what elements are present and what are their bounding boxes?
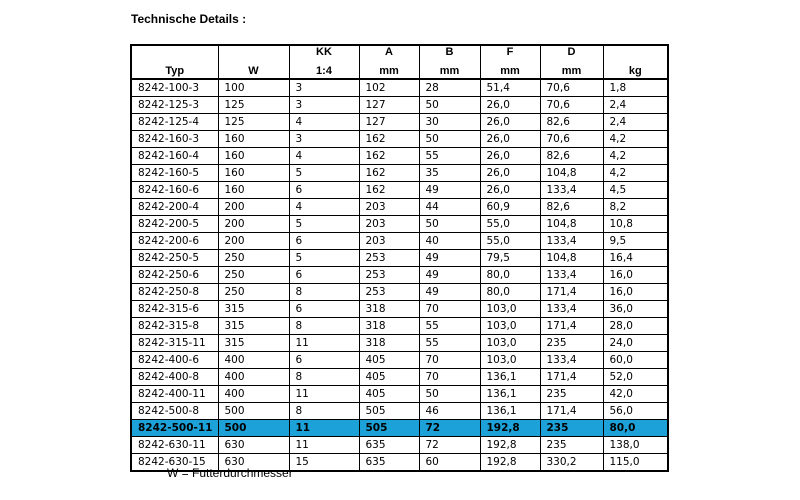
table-cell: 171,4 bbox=[540, 403, 603, 420]
table-cell: 160 bbox=[218, 131, 289, 148]
header-kk: 1:4 bbox=[289, 62, 359, 79]
table-cell: 55 bbox=[419, 335, 480, 352]
table-cell: 16,0 bbox=[603, 267, 668, 284]
table-cell: 26,0 bbox=[480, 131, 540, 148]
header-f-top: F bbox=[480, 45, 540, 62]
table-cell: 4 bbox=[289, 114, 359, 131]
table-cell: 52,0 bbox=[603, 369, 668, 386]
table-cell: 8 bbox=[289, 284, 359, 301]
table-cell: 3 bbox=[289, 97, 359, 114]
table-cell: 8242-630-15 bbox=[131, 454, 218, 472]
table-cell: 8242-315-8 bbox=[131, 318, 218, 335]
table-cell: 1,8 bbox=[603, 79, 668, 97]
table-cell: 162 bbox=[359, 131, 419, 148]
table-cell: 11 bbox=[289, 386, 359, 403]
table-cell: 44 bbox=[419, 199, 480, 216]
table-cell: 26,0 bbox=[480, 97, 540, 114]
table-cell: 250 bbox=[218, 284, 289, 301]
table-cell: 103,0 bbox=[480, 301, 540, 318]
table-cell: 138,0 bbox=[603, 437, 668, 454]
table-cell: 70,6 bbox=[540, 97, 603, 114]
table-cell: 104,8 bbox=[540, 216, 603, 233]
table-cell: 203 bbox=[359, 216, 419, 233]
table-cell: 49 bbox=[419, 267, 480, 284]
table-cell: 50 bbox=[419, 97, 480, 114]
table-cell: 49 bbox=[419, 250, 480, 267]
table-cell: 125 bbox=[218, 97, 289, 114]
table-cell: 253 bbox=[359, 250, 419, 267]
table-row bbox=[131, 437, 668, 454]
table-cell: 79,5 bbox=[480, 250, 540, 267]
table-cell: 405 bbox=[359, 386, 419, 403]
table-cell: 171,4 bbox=[540, 318, 603, 335]
table-cell: 162 bbox=[359, 148, 419, 165]
table-row bbox=[131, 386, 668, 403]
table-cell: 70 bbox=[419, 352, 480, 369]
table-cell: 55 bbox=[419, 148, 480, 165]
table-cell: 400 bbox=[218, 386, 289, 403]
table-cell: 35 bbox=[419, 165, 480, 182]
table-cell: 103,0 bbox=[480, 335, 540, 352]
table-cell: 171,4 bbox=[540, 369, 603, 386]
table-cell: 203 bbox=[359, 233, 419, 250]
header-row-labels bbox=[131, 62, 668, 79]
table-cell: 50 bbox=[419, 386, 480, 403]
table-cell: 505 bbox=[359, 403, 419, 420]
table-cell: 60 bbox=[419, 454, 480, 472]
table-cell: 136,1 bbox=[480, 386, 540, 403]
table-cell: 315 bbox=[218, 318, 289, 335]
table-cell: 630 bbox=[218, 454, 289, 472]
table-cell: 318 bbox=[359, 301, 419, 318]
table-cell: 192,8 bbox=[480, 420, 540, 437]
table-cell: 160 bbox=[218, 148, 289, 165]
table-cell: 8 bbox=[289, 318, 359, 335]
table-cell: 8242-250-6 bbox=[131, 267, 218, 284]
table-cell: 80,0 bbox=[603, 420, 668, 437]
table-cell: 8242-400-11 bbox=[131, 386, 218, 403]
table-row bbox=[131, 216, 668, 233]
table-cell: 235 bbox=[540, 386, 603, 403]
table-cell: 8242-160-4 bbox=[131, 148, 218, 165]
table-cell: 40 bbox=[419, 233, 480, 250]
table-row bbox=[131, 250, 668, 267]
table-cell: 500 bbox=[218, 420, 289, 437]
table-cell: 235 bbox=[540, 437, 603, 454]
table-cell: 102 bbox=[359, 79, 419, 97]
header-a-top: A bbox=[359, 45, 419, 62]
table-cell: 200 bbox=[218, 233, 289, 250]
table-row bbox=[131, 79, 668, 97]
table-cell: 2,4 bbox=[603, 114, 668, 131]
table-cell: 4 bbox=[289, 148, 359, 165]
table-cell: 6 bbox=[289, 352, 359, 369]
table-cell: 50 bbox=[419, 131, 480, 148]
table-cell: 55 bbox=[419, 318, 480, 335]
table-cell: 26,0 bbox=[480, 165, 540, 182]
table-cell: 49 bbox=[419, 182, 480, 199]
table-cell: 49 bbox=[419, 284, 480, 301]
table-cell: 318 bbox=[359, 335, 419, 352]
table-cell: 160 bbox=[218, 165, 289, 182]
table-cell: 8242-315-11 bbox=[131, 335, 218, 352]
table-cell: 4,2 bbox=[603, 148, 668, 165]
table-row bbox=[131, 335, 668, 352]
table-row bbox=[131, 352, 668, 369]
table-cell: 171,4 bbox=[540, 284, 603, 301]
table-cell: 3 bbox=[289, 131, 359, 148]
header-d-top: D bbox=[540, 45, 603, 62]
table-cell: 8 bbox=[289, 369, 359, 386]
table-row bbox=[131, 199, 668, 216]
table-cell: 8242-125-3 bbox=[131, 97, 218, 114]
header-kg-top bbox=[603, 45, 668, 62]
table-cell: 36,0 bbox=[603, 301, 668, 318]
table-cell: 235 bbox=[540, 335, 603, 352]
table-cell: 8242-160-3 bbox=[131, 131, 218, 148]
table-cell: 162 bbox=[359, 165, 419, 182]
table-cell: 635 bbox=[359, 437, 419, 454]
table-cell: 5 bbox=[289, 165, 359, 182]
table-cell: 9,5 bbox=[603, 233, 668, 250]
table-row bbox=[131, 369, 668, 386]
table-cell: 133,4 bbox=[540, 352, 603, 369]
table-cell: 82,6 bbox=[540, 114, 603, 131]
table-cell: 235 bbox=[540, 420, 603, 437]
table-cell: 4,2 bbox=[603, 165, 668, 182]
table-cell: 8242-315-6 bbox=[131, 301, 218, 318]
table-cell: 253 bbox=[359, 267, 419, 284]
table-cell: 315 bbox=[218, 301, 289, 318]
table-cell: 103,0 bbox=[480, 318, 540, 335]
table-cell: 133,4 bbox=[540, 301, 603, 318]
header-row-units bbox=[131, 45, 668, 62]
header-kg: kg bbox=[603, 62, 668, 79]
page-heading: Technische Details : bbox=[131, 12, 247, 26]
table-cell: 15 bbox=[289, 454, 359, 472]
table-cell: 8242-250-5 bbox=[131, 250, 218, 267]
table-cell: 500 bbox=[218, 403, 289, 420]
table-cell: 4,5 bbox=[603, 182, 668, 199]
header-typ-top bbox=[131, 45, 218, 62]
table-cell: 60,0 bbox=[603, 352, 668, 369]
table-cell: 46 bbox=[419, 403, 480, 420]
table-cell: 127 bbox=[359, 97, 419, 114]
table-cell: 5 bbox=[289, 250, 359, 267]
table-cell: 192,8 bbox=[480, 437, 540, 454]
table-cell: 104,8 bbox=[540, 165, 603, 182]
header-kk-top: KK bbox=[289, 45, 359, 62]
table-cell: 8242-400-6 bbox=[131, 352, 218, 369]
table-cell: 70 bbox=[419, 301, 480, 318]
footnote: W = Futterdurchmesser bbox=[167, 466, 293, 480]
table-cell: 8242-630-11 bbox=[131, 437, 218, 454]
table-cell: 80,0 bbox=[480, 284, 540, 301]
table-cell: 5 bbox=[289, 216, 359, 233]
table-cell: 8242-400-8 bbox=[131, 369, 218, 386]
header-d: mm bbox=[540, 62, 603, 79]
table-cell: 635 bbox=[359, 454, 419, 472]
table-cell: 56,0 bbox=[603, 403, 668, 420]
table-cell: 8,2 bbox=[603, 199, 668, 216]
table-cell: 11 bbox=[289, 437, 359, 454]
table-cell: 3 bbox=[289, 79, 359, 97]
table-row bbox=[131, 148, 668, 165]
table-cell: 136,1 bbox=[480, 369, 540, 386]
table-cell: 315 bbox=[218, 335, 289, 352]
table-cell: 127 bbox=[359, 114, 419, 131]
table-cell: 24,0 bbox=[603, 335, 668, 352]
table-cell: 11 bbox=[289, 335, 359, 352]
table-cell: 250 bbox=[218, 250, 289, 267]
table-cell: 253 bbox=[359, 284, 419, 301]
table-cell: 125 bbox=[218, 114, 289, 131]
table-cell: 400 bbox=[218, 369, 289, 386]
table-cell: 16,0 bbox=[603, 284, 668, 301]
table-cell: 30 bbox=[419, 114, 480, 131]
table-cell: 26,0 bbox=[480, 148, 540, 165]
header-w: W bbox=[218, 62, 289, 79]
table-cell: 42,0 bbox=[603, 386, 668, 403]
table-cell: 4 bbox=[289, 199, 359, 216]
table-cell: 100 bbox=[218, 79, 289, 97]
table-cell: 72 bbox=[419, 420, 480, 437]
table-row bbox=[131, 233, 668, 250]
header-typ: Typ bbox=[131, 62, 218, 79]
table-cell: 70,6 bbox=[540, 79, 603, 97]
table-cell: 8242-100-3 bbox=[131, 79, 218, 97]
table-row bbox=[131, 97, 668, 114]
table-cell: 133,4 bbox=[540, 233, 603, 250]
table-cell: 28,0 bbox=[603, 318, 668, 335]
table-cell: 136,1 bbox=[480, 403, 540, 420]
table-cell: 8242-160-5 bbox=[131, 165, 218, 182]
table-cell: 55,0 bbox=[480, 216, 540, 233]
table-cell: 115,0 bbox=[603, 454, 668, 472]
table-cell: 8242-250-8 bbox=[131, 284, 218, 301]
header-b-top: B bbox=[419, 45, 480, 62]
table-cell: 630 bbox=[218, 437, 289, 454]
table-row bbox=[131, 318, 668, 335]
table-cell: 6 bbox=[289, 182, 359, 199]
table-cell: 8242-160-6 bbox=[131, 182, 218, 199]
table-cell: 82,6 bbox=[540, 148, 603, 165]
table-row bbox=[131, 420, 668, 437]
technical-details-table bbox=[130, 44, 669, 472]
table-cell: 50 bbox=[419, 216, 480, 233]
table-cell: 16,4 bbox=[603, 250, 668, 267]
table-cell: 11 bbox=[289, 420, 359, 437]
table-cell: 70 bbox=[419, 369, 480, 386]
table-cell: 55,0 bbox=[480, 233, 540, 250]
table-cell: 250 bbox=[218, 267, 289, 284]
table-cell: 133,4 bbox=[540, 182, 603, 199]
table-cell: 2,4 bbox=[603, 97, 668, 114]
table-cell: 6 bbox=[289, 267, 359, 284]
table-cell: 162 bbox=[359, 182, 419, 199]
table-cell: 28 bbox=[419, 79, 480, 97]
table-row bbox=[131, 165, 668, 182]
table-cell: 203 bbox=[359, 199, 419, 216]
table-cell: 72 bbox=[419, 437, 480, 454]
table-cell: 318 bbox=[359, 318, 419, 335]
table-cell: 26,0 bbox=[480, 114, 540, 131]
table-row bbox=[131, 403, 668, 420]
table-cell: 51,4 bbox=[480, 79, 540, 97]
table-cell: 8242-200-6 bbox=[131, 233, 218, 250]
header-f: mm bbox=[480, 62, 540, 79]
header-a: mm bbox=[359, 62, 419, 79]
table-cell: 104,8 bbox=[540, 250, 603, 267]
table-cell: 400 bbox=[218, 352, 289, 369]
table-row bbox=[131, 131, 668, 148]
table-body bbox=[131, 79, 668, 471]
table-cell: 8242-200-4 bbox=[131, 199, 218, 216]
table-cell: 405 bbox=[359, 369, 419, 386]
table-cell: 6 bbox=[289, 301, 359, 318]
table-cell: 103,0 bbox=[480, 352, 540, 369]
table-cell: 80,0 bbox=[480, 267, 540, 284]
table-cell: 133,4 bbox=[540, 267, 603, 284]
table-cell: 8242-500-11 bbox=[131, 420, 218, 437]
table-cell: 8 bbox=[289, 403, 359, 420]
table-row bbox=[131, 284, 668, 301]
table-cell: 82,6 bbox=[540, 199, 603, 216]
table-cell: 200 bbox=[218, 199, 289, 216]
table-cell: 192,8 bbox=[480, 454, 540, 472]
table-cell: 26,0 bbox=[480, 182, 540, 199]
table-cell: 330,2 bbox=[540, 454, 603, 472]
header-b: mm bbox=[419, 62, 480, 79]
table-cell: 405 bbox=[359, 352, 419, 369]
table-cell: 8242-200-5 bbox=[131, 216, 218, 233]
table-row bbox=[131, 267, 668, 284]
table-cell: 200 bbox=[218, 216, 289, 233]
header-w-top bbox=[218, 45, 289, 62]
table-cell: 6 bbox=[289, 233, 359, 250]
table-cell: 8242-125-4 bbox=[131, 114, 218, 131]
table-cell: 70,6 bbox=[540, 131, 603, 148]
table-row bbox=[131, 301, 668, 318]
table-cell: 10,8 bbox=[603, 216, 668, 233]
table-row bbox=[131, 114, 668, 131]
table-cell: 505 bbox=[359, 420, 419, 437]
table-cell: 8242-500-8 bbox=[131, 403, 218, 420]
table-cell: 60,9 bbox=[480, 199, 540, 216]
table-row bbox=[131, 182, 668, 199]
table-cell: 4,2 bbox=[603, 131, 668, 148]
table-cell: 160 bbox=[218, 182, 289, 199]
